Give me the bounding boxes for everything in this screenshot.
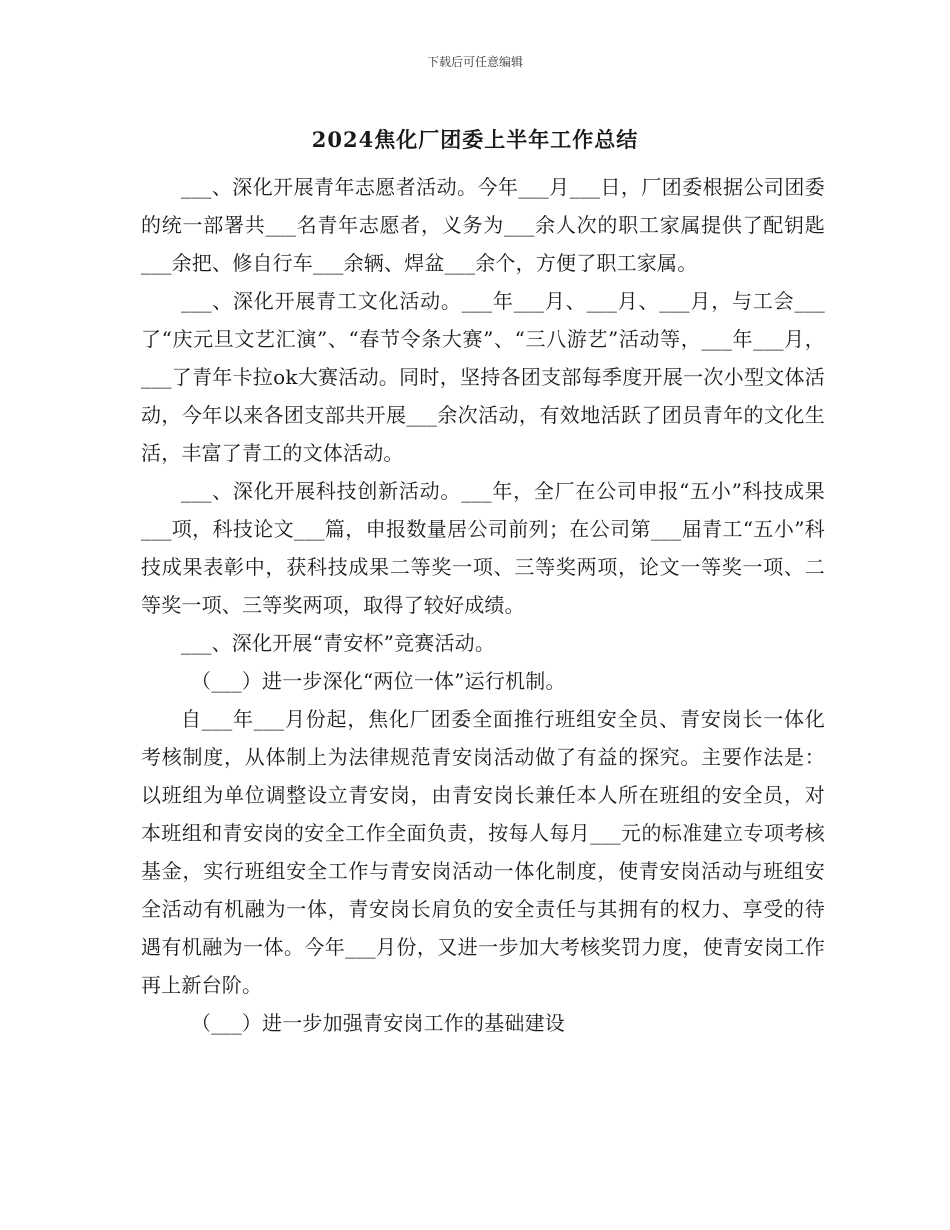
page-header: 下载后可任意编辑 <box>426 55 523 69</box>
document-body <box>141 168 825 1042</box>
paragraph-volunteer: ___、深化开展青年志愿者活动。今年___月___日，厂团委根据公司团委的统一部署共___名青年志愿者，义务为___余人次的职工家属提供了配钥匙___余把、修自行车___余辆、焊盆___余个，方便了职工家属。 <box>141 175 825 275</box>
paragraph-subsection-1: （___）进一步深化“两位一体”运行机制。 <box>191 669 566 693</box>
paragraph-culture: ___、深化开展青工文化活动。___年___月、___月、___月，与工会___了“庆元旦文艺汇演”、“春节令条大赛”、“三八游艺”活动等，___年___月，___了青年卡拉ok大赛活动。同时，坚持各团支部每季度开展一次小型文体活动，今年以来各团支部共开展___余次活动，有效地活跃了团员青年的文化生活，丰富了青工的文体活动。 <box>141 289 825 465</box>
paragraph-technology: ___、深化开展科技创新活动。___年，全厂在公司申报“五小”科技成果___项，科技论文___篇，申报数量居公司前列；在公司第___届青工“五小”科技成果表彰中，获科技成果二等奖一项、三等奖两项，论文一等奖一项、二等奖一项、三等奖两项，取得了较好成绩。 <box>141 479 825 617</box>
paragraph-subsection-2: （___）进一步加强青安岗工作的基础建设 <box>191 1011 565 1035</box>
paragraph-mechanism: 自___年___月份起，焦化厂团委全面推行班组安全员、青安岗长一体化考核制度，从体制上为法律规范青安岗活动做了有益的探究。主要作法是：以班组为单位调整设立青安岗，由青安岗长兼任本人所在班组的安全员，对本班组和青安岗的安全工作全面负责，按每人每月___元的标准建立专项考核基金，实行班组安全工作与青安岗活动一体化制度，使青安岗活动与班组安全活动有机融为一体，青安岗长肩负的安全责任与其拥有的权力、享受的待遇有机融为一体。今年___月份，又进一步加大考核奖罚力度，使青安岗工作再上新台阶。 <box>141 707 825 997</box>
paragraph-qingan-cup: ___、深化开展“青安杯”竞赛活动。 <box>181 631 496 655</box>
document-title: 2024焦化厂团委上半年工作总结 <box>311 127 639 152</box>
